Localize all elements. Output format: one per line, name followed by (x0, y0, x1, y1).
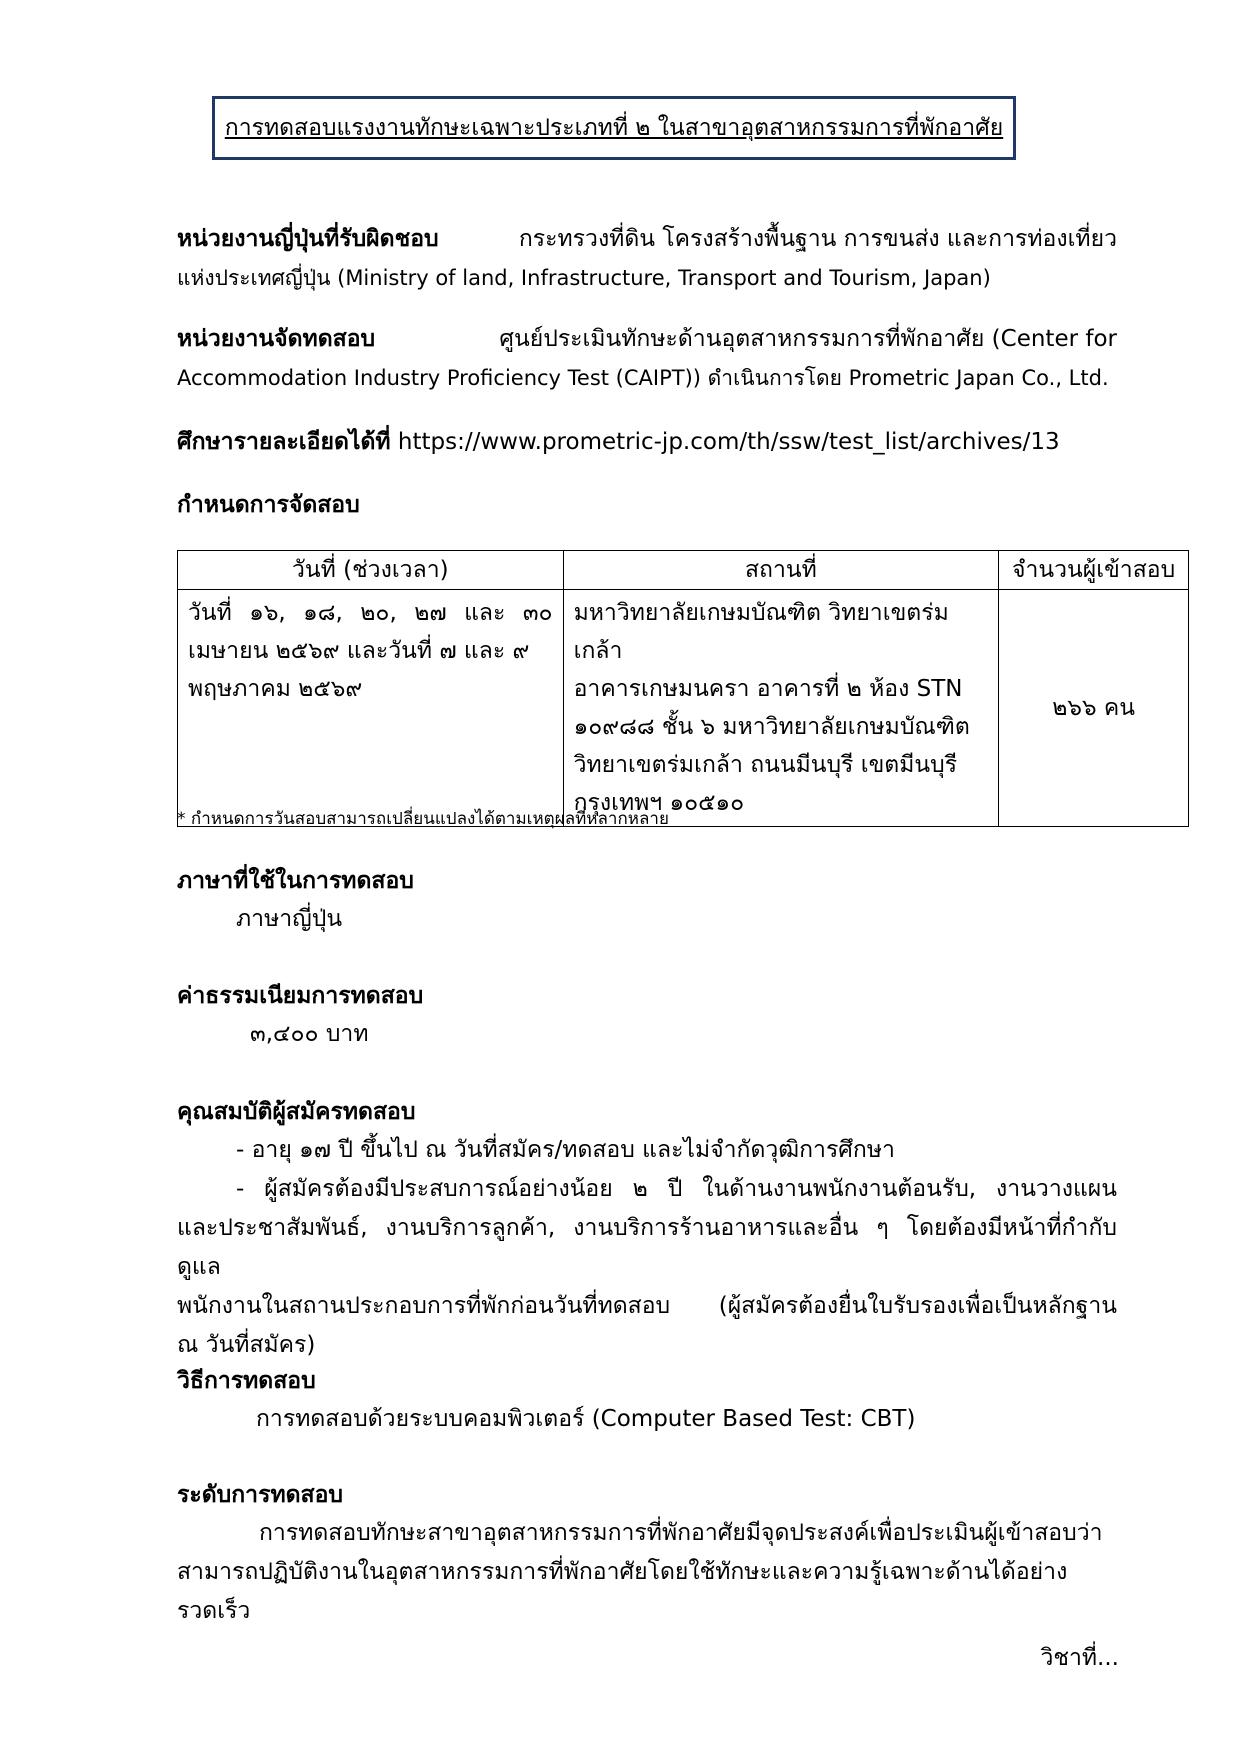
place-line: มหาวิทยาลัยเกษมบัณฑิต วิทยาเขตร่มเกล้า (573, 600, 949, 664)
date-line: วันที่ ๑๖, ๑๘, ๒๐, ๒๗ และ ๓๐ (188, 600, 553, 626)
qualification-line: พนักงานในสถานประกอบการที่พักก่อนวันที่ทดสอบ (ผู้สมัครต้องยื่นใบรับรองเพื่อเป็นหลักฐาน (177, 1293, 1117, 1319)
level-text (177, 1514, 1117, 1631)
responsible-label: หน่วยงานญี่ปุ่นที่รับผิดชอบ (177, 226, 439, 252)
place-line: ๑๐๙๘๘ ชั้น ๖ มหาวิทยาลัยเกษมบัณฑิต (573, 714, 970, 740)
qualification-line: และประชาสัมพันธ์, งานบริการลูกค้า, งานบริการร้านอาหารและอื่น ๆ โดยต้องมีหน้าที่กำกับดูแล (177, 1215, 1117, 1280)
col-count-header: จำนวนผู้เข้าสอบ (999, 551, 1189, 590)
responsible-line1: กระทรวงที่ดิน โครงสร้างพื้นฐาน การขนส่ง และการท่องเที่ยว (518, 226, 1117, 252)
place-line: กรุงเทพฯ ๑๐๕๑๐ (573, 790, 745, 816)
method-heading: วิธีการทดสอบ (177, 1368, 316, 1394)
document-title: การทดสอบแรงงานทักษะเฉพาะประเภทที่ ๒ ในสาขาอุตสาหกรรมการที่พักอาศัย (224, 115, 1004, 141)
qualification-item-1: - อายุ ๑๗ ปี ขึ้นไป ณ วันที่สมัคร/ทดสอบ และไม่จำกัดวุฒิการศึกษา (236, 1137, 895, 1163)
date-line: พฤษภาคม ๒๕๖๙ (188, 676, 363, 702)
details-url[interactable]: https://www.prometric-jp.com/th/ssw/test_list/archives/13 (397, 429, 1060, 455)
fee-value: ๓,๔๐๐ บาท (250, 1021, 369, 1047)
qualification-line: ณ วันที่สมัคร) (177, 1332, 316, 1358)
language-heading: ภาษาที่ใช้ในการทดสอบ (177, 868, 414, 894)
table-header-row (178, 551, 1189, 590)
organizer-label: หน่วยงานจัดทดสอบ (177, 326, 376, 352)
fee-heading: ค่าธรรมเนียมการทดสอบ (177, 983, 424, 1009)
responsible-line2: แห่งประเทศญี่ปุ่น (Ministry of land, Infrastructure, Transport and Tourism, Japan) (177, 266, 991, 290)
details-line (177, 423, 1117, 462)
organizer-line1: ศูนย์ประเมินทักษะด้านอุตสาหกรรมการที่พักอาศัย (Center for (499, 326, 1117, 352)
place-cell (563, 590, 999, 827)
schedule-heading: กำหนดการจัดสอบ (177, 492, 360, 518)
level-line: การทดสอบทักษะสาขาอุตสาหกรรมการที่พักอาศัยมีจุดประสงค์เพื่อประเมินผู้เข้าสอบว่า (259, 1520, 1103, 1546)
organizer (177, 320, 1117, 398)
table-row (178, 590, 1189, 827)
col-date-header: วันที่ (ช่วงเวลา) (178, 551, 564, 590)
qualification-line: - ผู้สมัครต้องมีประสบการณ์อย่างน้อย ๒ ปี ในด้านงานพนักงานต้อนรับ, งานวางแผน (236, 1176, 1117, 1202)
organizer-line2: Accommodation Industry Proficiency Test (CAIPT)) ดำเนินการโดย Prometric Japan Co., Ltd. (177, 366, 1109, 390)
level-heading: ระดับการทดสอบ (177, 1482, 343, 1508)
responsible-agency (177, 220, 1117, 298)
details-label: ศึกษารายละเอียดได้ที่ (177, 429, 391, 455)
place-line: อาคารเกษมนครา อาคารที่ ๒ ห้อง STN (573, 676, 963, 702)
date-cell (178, 590, 564, 827)
date-line: เมษายน ๒๕๖๙ และวันที่ ๗ และ ๙ (188, 638, 530, 664)
title-box (212, 96, 1016, 160)
qualification-item-2 (177, 1170, 1117, 1365)
schedule-table (177, 550, 1189, 827)
method-value: การทดสอบด้วยระบบคอมพิวเตอร์ (Computer Based Test: CBT) (256, 1406, 916, 1432)
page-footer: วิชาที่... (1040, 1645, 1119, 1671)
level-line: สามารถปฏิบัติงานในอุตสาหกรรมการที่พักอาศัยโดยใช้ทักษะและความรู้เฉพาะด้านได้อย่างรวดเร็ว (177, 1559, 1068, 1624)
language-value: ภาษาญี่ปุ่น (236, 906, 343, 932)
qualification-heading: คุณสมบัติผู้สมัครทดสอบ (177, 1099, 416, 1125)
col-place-header: สถานที่ (563, 551, 999, 590)
schedule-note: * กำหนดการวันสอบสามารถเปลี่ยนแปลงได้ตามเหตุผลที่หลากหลาย (177, 809, 669, 829)
place-line: วิทยาเขตร่มเกล้า ถนนมีนบุรี เขตมีนบุรี (573, 752, 958, 778)
count-cell: ๒๖๖ คน (999, 590, 1189, 827)
